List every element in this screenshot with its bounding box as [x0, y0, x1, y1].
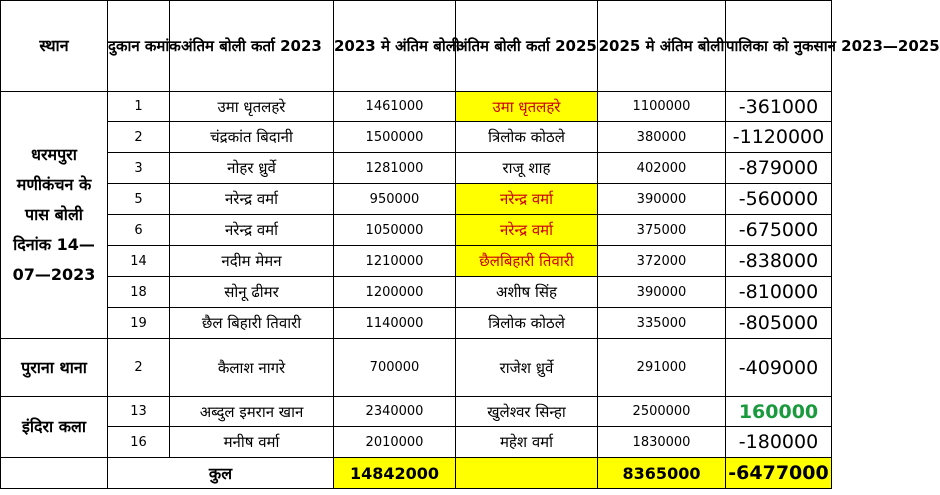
bidder-2023-cell: उमा धृतलहरे: [170, 92, 334, 122]
shop-number-cell: 16: [108, 427, 170, 458]
bidder-2023-cell: नोहर ध्रुर्वे: [170, 153, 334, 184]
bidder-2025-cell: खुलेश्वर सिन्हा: [456, 397, 598, 427]
bidder-2023-cell: छैल बिहारी तिवारी: [170, 308, 334, 339]
bid-2025-cell: 390000: [598, 184, 726, 215]
table-row: [1, 397, 832, 427]
shop-number-cell: 3: [108, 153, 170, 184]
bid-2023-cell: 1050000: [334, 215, 456, 246]
table-row: [1, 308, 832, 339]
loss-cell: -805000: [726, 308, 832, 339]
total-empty-highlight: [456, 458, 598, 489]
bid-2023-cell: 1461000: [334, 92, 456, 122]
bid-2025-cell: 372000: [598, 246, 726, 277]
bidder-2025-cell: नरेन्द्र वर्मा: [456, 215, 598, 246]
shop-number-cell: 13: [108, 397, 170, 427]
bid-2025-cell: 291000: [598, 339, 726, 397]
bid-2023-cell: 1210000: [334, 246, 456, 277]
bidder-2025-cell: छैलबिहारी तिवारी: [456, 246, 598, 277]
bidder-2023-cell: नरेन्द्र वर्मा: [170, 215, 334, 246]
bid-2025-cell: 390000: [598, 277, 726, 308]
header-bid-2025: 2025 मे अंतिम बोली: [598, 1, 726, 92]
bidder-2025-cell: राजू शाह: [456, 153, 598, 184]
loss-cell: -838000: [726, 246, 832, 277]
shop-number-cell: 2: [108, 339, 170, 397]
bidder-2023-cell: मनीष वर्मा: [170, 427, 334, 458]
bidder-2023-cell: नदीम मेमन: [170, 246, 334, 277]
table-row: [1, 184, 832, 215]
bidder-2025-cell: अशीष सिंह: [456, 277, 598, 308]
header-loss: पालिका को नुकसान 2023—2025: [726, 1, 832, 92]
table-row: [1, 427, 832, 458]
bid-2023-cell: 1200000: [334, 277, 456, 308]
loss-cell: -361000: [726, 92, 832, 122]
total-label: कुल: [108, 458, 334, 489]
location-cell: धरमपुरा मणीकंचन के पास बोली दिनांक 14—07—2023: [1, 92, 108, 339]
bid-2023-cell: 700000: [334, 339, 456, 397]
total-empty-cell: [1, 458, 108, 489]
bidder-2025-cell: त्रिलोक कोठले: [456, 122, 598, 153]
loss-cell: -1120000: [726, 122, 832, 153]
bid-2023-cell: 1140000: [334, 308, 456, 339]
header-location: स्थान: [1, 1, 108, 92]
loss-cell: -879000: [726, 153, 832, 184]
table-row: [1, 215, 832, 246]
header-bidder-2023: अंतिम बोली कर्ता 2023: [170, 1, 334, 92]
bid-2025-cell: 375000: [598, 215, 726, 246]
table-body: [1, 92, 832, 458]
bidder-2025-cell: त्रिलोक कोठले: [456, 308, 598, 339]
loss-cell: -810000: [726, 277, 832, 308]
header-row: [1, 1, 832, 92]
bidder-2023-cell: सोनू ढीमर: [170, 277, 334, 308]
bid-2025-cell: 1100000: [598, 92, 726, 122]
bid-2025-cell: 380000: [598, 122, 726, 153]
table-row: [1, 92, 832, 122]
header-shop-no: दुकान कमांक: [108, 1, 170, 92]
bid-2025-cell: 402000: [598, 153, 726, 184]
shop-number-cell: 18: [108, 277, 170, 308]
header-bid-2023: 2023 मे अंतिम बोली: [334, 1, 456, 92]
location-cell: पुराना थाना: [1, 339, 108, 397]
table-row: [1, 122, 832, 153]
shop-number-cell: 14: [108, 246, 170, 277]
shop-number-cell: 5: [108, 184, 170, 215]
bid-2023-cell: 2340000: [334, 397, 456, 427]
bidder-2025-cell: उमा धृतलहरे: [456, 92, 598, 122]
table-row: [1, 153, 832, 184]
table-row: [1, 246, 832, 277]
shop-number-cell: 1: [108, 92, 170, 122]
bid-2025-cell: 335000: [598, 308, 726, 339]
location-cell: इंदिरा कला: [1, 397, 108, 458]
shop-number-cell: 19: [108, 308, 170, 339]
table-row: [1, 339, 832, 397]
total-bid-2023: 14842000: [334, 458, 456, 489]
bidder-2023-cell: नरेन्द्र वर्मा: [170, 184, 334, 215]
total-bid-2025: 8365000: [598, 458, 726, 489]
table-row: [1, 277, 832, 308]
bid-2023-cell: 1281000: [334, 153, 456, 184]
total-loss: -6477000: [726, 458, 832, 489]
bid-2025-cell: 1830000: [598, 427, 726, 458]
bidder-2025-cell: राजेश ध्रुर्वे: [456, 339, 598, 397]
shop-number-cell: 6: [108, 215, 170, 246]
bid-2025-cell: 2500000: [598, 397, 726, 427]
total-row: [1, 458, 832, 489]
bidder-2023-cell: अब्दुल इमरान खान: [170, 397, 334, 427]
bidder-2023-cell: चंद्रकांत बिदानी: [170, 122, 334, 153]
loss-cell: -409000: [726, 339, 832, 397]
loss-cell: -180000: [726, 427, 832, 458]
header-bidder-2025: अंतिम बोली कर्ता 2025: [456, 1, 598, 92]
bid-2023-cell: 950000: [334, 184, 456, 215]
loss-cell: -560000: [726, 184, 832, 215]
loss-cell: -675000: [726, 215, 832, 246]
bidder-2025-cell: महेश वर्मा: [456, 427, 598, 458]
bid-2023-cell: 2010000: [334, 427, 456, 458]
loss-cell: 160000: [726, 397, 832, 427]
shop-number-cell: 2: [108, 122, 170, 153]
bid-2023-cell: 1500000: [334, 122, 456, 153]
bidder-2025-cell: नरेन्द्र वर्मा: [456, 184, 598, 215]
bidder-2023-cell: कैलाश नागरे: [170, 339, 334, 397]
